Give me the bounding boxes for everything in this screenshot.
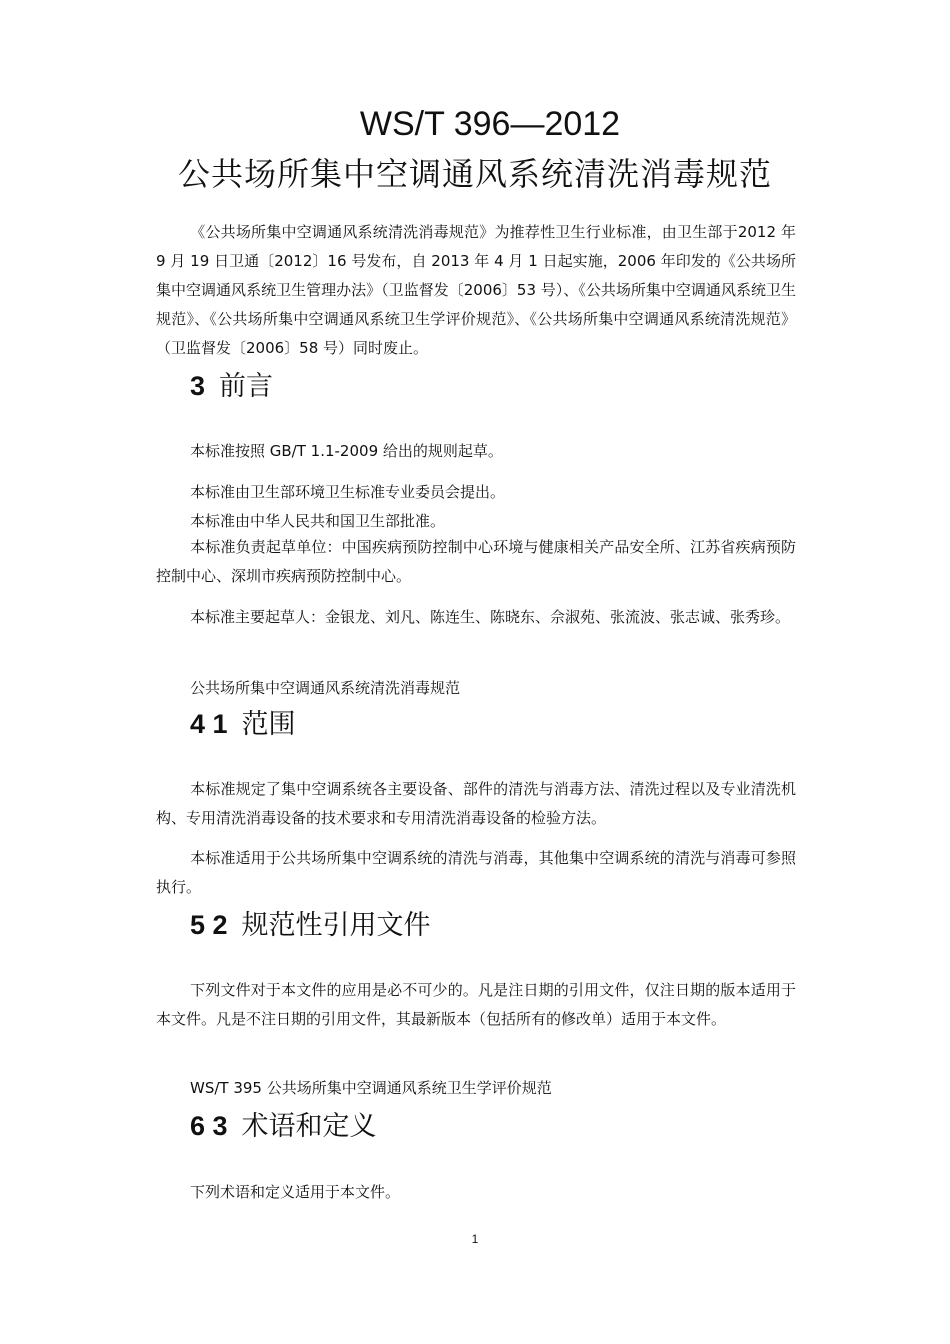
heading-number: 4 1: [190, 709, 228, 739]
heading-normative-references: [190, 907, 431, 944]
heading-scope: [190, 706, 296, 743]
heading-preface: [190, 368, 273, 405]
preface-paragraph-4: [156, 533, 796, 591]
page-number: 1: [471, 1232, 479, 1246]
preface-paragraph-6: 公共场所集中空调通风系统清洗消毒规范: [190, 679, 461, 697]
preface-paragraph-2: 本标准由卫生部环境卫生标准专业委员会提出。: [190, 483, 506, 501]
preface-paragraph-5: [156, 603, 796, 632]
heading-title: 范围: [241, 709, 296, 740]
refs-paragraph-1: [156, 976, 796, 1034]
terms-paragraph-1: 下列术语和定义适用于本文件。: [190, 1183, 401, 1201]
heading-number: 3: [190, 371, 206, 401]
scope-paragraph-2: [156, 844, 796, 902]
scope-text-1: 本标准规定了集中空调系统各主要设备、部件的清洗与消毒方法、清洗过程以及专业清洗机构、专用清洗消毒设备的技术要求和专用清洗消毒设备的检验方法。: [156, 780, 796, 827]
heading-title: 规范性引用文件: [241, 910, 431, 941]
refs-text-1: 下列文件对于本文件的应用是必不可少的。凡是注日期的引用文件，仅注日期的版本适用于本文件。凡是不注日期的引用文件，其最新版本（包括所有的修改单）适用于本文件。: [156, 981, 796, 1028]
heading-terms: [190, 1108, 377, 1145]
intro-paragraph: [156, 218, 796, 363]
standard-code: WS/T 396—2012: [359, 105, 621, 143]
preface-paragraph-1: 本标准按照 GB/T 1.1-2009 给出的规则起草。: [190, 442, 503, 460]
heading-title: 前言: [219, 371, 274, 402]
preface-paragraph-3: 本标准由中华人民共和国卫生部批准。: [190, 512, 446, 530]
intro-text: 《公共场所集中空调通风系统清洗消毒规范》为推荐性卫生行业标准，由卫生部于2012 年 9 月 19 日卫通〔2012〕16 号发布，自 2013 年 4 月 1 日起实施，2006 年印发的《公共场所集中空调通风系统卫生管理办法》（卫监督发〔2006〕53 号）、《公共场所集中空调通风系统卫生规范》、《公共场所集中空调通风系统卫生学评价规范》、《公共场所集中空调通风系统清洗规范》（卫监督发〔2006〕58 号）同时废止。: [156, 223, 796, 357]
heading-title: 术语和定义: [241, 1111, 377, 1142]
heading-number: 5 2: [190, 910, 228, 940]
refs-paragraph-2: WS/T 395 公共场所集中空调通风系统卫生学评价规范: [190, 1079, 552, 1097]
scope-text-2: 本标准适用于公共场所集中空调系统的清洗与消毒，其他集中空调系统的清洗与消毒可参照执行。: [156, 849, 796, 896]
preface-text-5: 本标准主要起草人：金银龙、刘凡、陈连生、陈晓东、佘淑苑、张流波、张志诚、张秀珍。: [190, 608, 791, 626]
preface-text-4: 本标准负责起草单位：中国疾病预防控制中心环境与健康相关产品安全所、江苏省疾病预防控制中心、深圳市疾病预防控制中心。: [156, 538, 796, 585]
document-title: 公共场所集中空调通风系统清洗消毒规范: [177, 155, 772, 193]
heading-number: 6 3: [190, 1111, 228, 1141]
scope-paragraph-1: [156, 775, 796, 833]
